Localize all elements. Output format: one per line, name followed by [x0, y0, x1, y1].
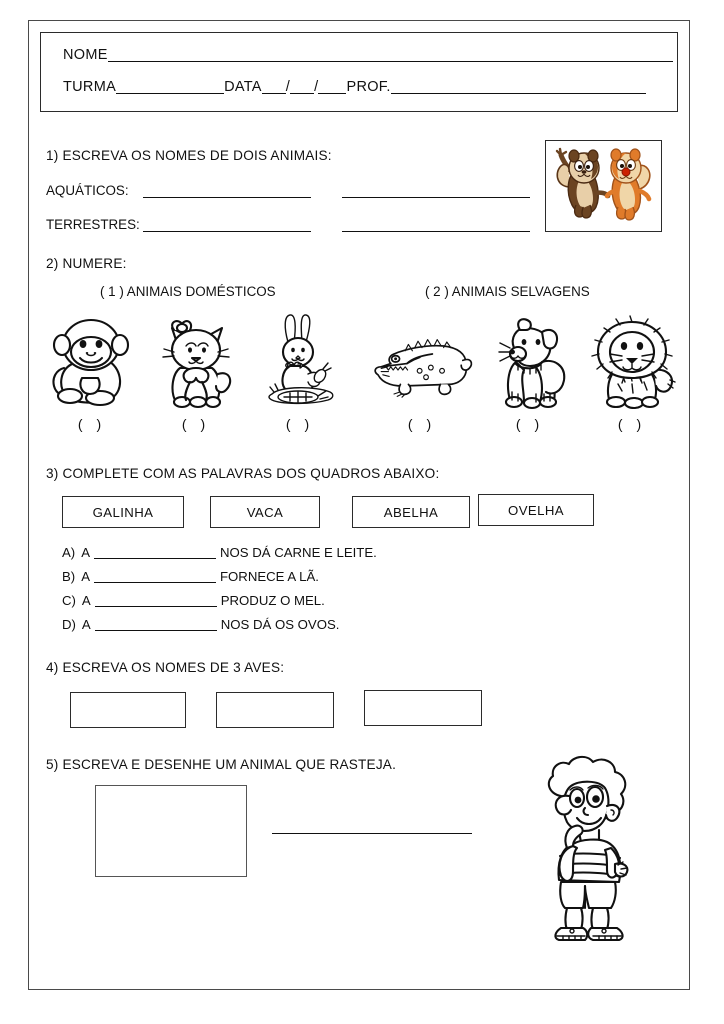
bird-name-box-3[interactable]	[364, 690, 482, 726]
statement-b-blank[interactable]	[94, 569, 216, 583]
answer-paren-rabbit[interactable]: ( )	[285, 416, 315, 432]
terrestrial-answer-line-1[interactable]	[143, 231, 311, 232]
statement-c-tail: PRODUZ O MEL.	[220, 593, 325, 608]
question-3-text: COMPLETE COM AS PALAVRAS DOS QUADROS ABAIXO:	[62, 466, 440, 481]
crocodile-icon	[370, 312, 474, 412]
question-4-number: 4)	[46, 660, 59, 675]
answer-paren-lion[interactable]: ( )	[617, 416, 647, 432]
statement-b	[62, 569, 319, 584]
word-bank-item-abelha[interactable]: ABELHA	[352, 496, 470, 528]
drawing-answer-box[interactable]	[95, 785, 247, 877]
question-2-text: NUMERE:	[62, 256, 127, 271]
date-month-line[interactable]	[290, 80, 314, 94]
statement-d-tail: NOS DÁ OS OVOS.	[220, 617, 340, 632]
animal-cell-dog	[478, 312, 582, 412]
statement-c-letter: C)	[62, 593, 76, 608]
animal-cell-cat	[144, 312, 248, 412]
answer-paren-dog[interactable]: ( )	[515, 416, 545, 432]
aquatic-animals-label: AQUÁTICOS:	[46, 183, 129, 198]
animal-cell-lion	[580, 312, 684, 412]
animal-illustrations-strip	[40, 312, 680, 440]
class-label: TURMA	[63, 79, 117, 95]
animal-cell-crocodile	[370, 312, 474, 412]
name-label: NOME	[63, 47, 108, 63]
question-5-answer-line[interactable]	[272, 833, 472, 834]
answer-paren-cat[interactable]: ( )	[181, 416, 211, 432]
statement-a-letter: A)	[62, 545, 76, 560]
name-input-line[interactable]	[108, 48, 673, 62]
bird-name-box-2[interactable]	[216, 692, 334, 728]
question-4-prompt	[46, 660, 284, 675]
chipmunks-icon	[546, 141, 659, 229]
word-bank-item-vaca[interactable]: VACA	[210, 496, 320, 528]
statement-a-lead: A	[81, 545, 90, 560]
rabbit-icon	[250, 312, 350, 412]
question-3-prompt	[46, 466, 439, 481]
statement-c	[62, 593, 325, 608]
teacher-label: PROF.	[346, 79, 391, 95]
statement-b-lead: A	[81, 569, 90, 584]
statement-c-lead: A	[81, 593, 91, 608]
date-separator-1: /	[285, 79, 291, 95]
statement-d-lead: A	[81, 617, 91, 632]
statement-a-blank[interactable]	[94, 545, 216, 559]
legend-wild: ( 2 ) ANIMAIS SELVAGENS	[425, 284, 590, 299]
date-year-line[interactable]	[318, 80, 346, 94]
aquatic-answer-line-1[interactable]	[143, 197, 311, 198]
question-5-text: ESCREVA E DESENHE UM ANIMAL QUE RASTEJA.	[62, 757, 397, 772]
statement-b-letter: B)	[62, 569, 76, 584]
answer-paren-monkey[interactable]: ( )	[77, 416, 107, 432]
statement-a	[62, 545, 377, 560]
question-2-prompt	[46, 256, 127, 271]
terrestrial-answer-line-2[interactable]	[342, 231, 530, 232]
class-input-line[interactable]	[116, 80, 224, 94]
question-5-prompt	[46, 757, 396, 772]
question-1-text: ESCREVA OS NOMES DE DOIS ANIMAIS:	[62, 148, 332, 163]
statement-d	[62, 617, 339, 632]
statement-b-tail: FORNECE A LÃ.	[219, 569, 319, 584]
word-bank-item-ovelha[interactable]: OVELHA	[478, 494, 594, 526]
dog-icon	[480, 312, 580, 412]
question-4-text: ESCREVA OS NOMES DE 3 AVES:	[62, 660, 285, 675]
animal-cell-rabbit	[248, 312, 352, 412]
animal-cell-monkey	[40, 312, 144, 412]
date-day-line[interactable]	[262, 80, 286, 94]
name-field-row	[63, 47, 673, 63]
question-1-number: 1)	[46, 148, 59, 163]
bird-name-box-1[interactable]	[70, 692, 186, 728]
statement-d-letter: D)	[62, 617, 76, 632]
date-separator-2: /	[314, 79, 319, 95]
word-bank-item-galinha[interactable]: GALINHA	[62, 496, 184, 528]
student-identification-box	[40, 32, 678, 112]
teacher-input-line[interactable]	[391, 80, 646, 94]
question-5-number: 5)	[46, 757, 59, 772]
answer-paren-crocodile[interactable]: ( )	[407, 416, 437, 432]
thinking-boy-illustration	[515, 752, 665, 942]
lion-icon	[582, 312, 682, 412]
statement-d-blank[interactable]	[95, 617, 217, 631]
question-1-prompt	[46, 148, 332, 163]
aquatic-answer-line-2[interactable]	[342, 197, 530, 198]
boy-icon	[515, 752, 665, 942]
date-label: DATA	[224, 79, 262, 95]
question-3-number: 3)	[46, 466, 59, 481]
question-2-number: 2)	[46, 256, 59, 271]
terrestrial-animals-label: TERRESTRES:	[46, 217, 140, 232]
class-date-teacher-row	[63, 79, 646, 95]
statement-a-tail: NOS DÁ CARNE E LEITE.	[219, 545, 377, 560]
legend-domestic: ( 1 ) ANIMAIS DOMÉSTICOS	[100, 284, 276, 299]
statement-c-blank[interactable]	[95, 593, 217, 607]
cat-icon	[146, 312, 246, 412]
chipmunks-picture-frame	[545, 140, 662, 232]
monkey-icon	[42, 312, 142, 412]
